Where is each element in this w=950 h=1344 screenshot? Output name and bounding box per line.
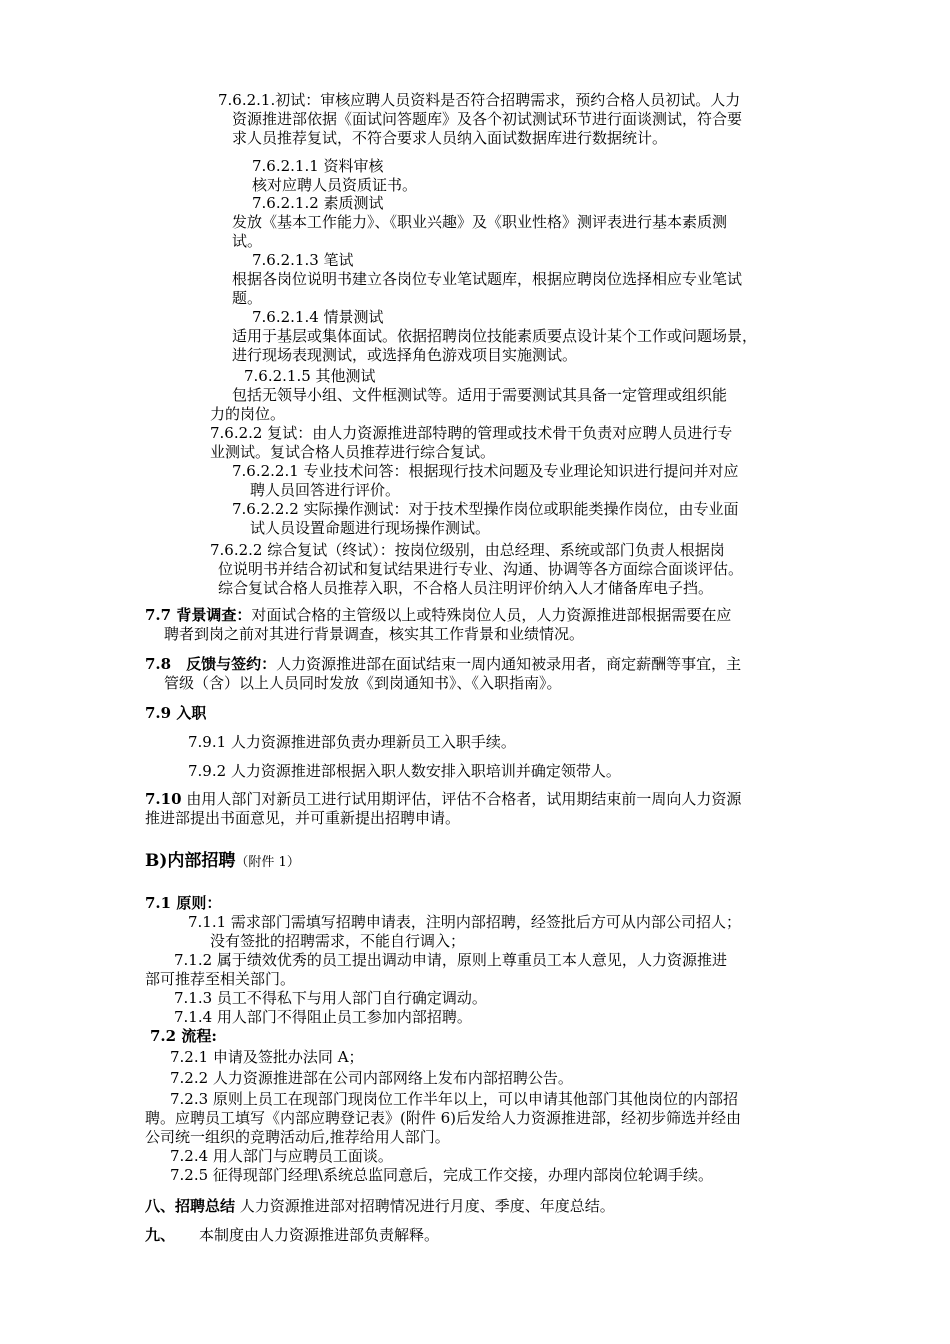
s78-line2: 管级（含）以上人员同时发放《到岗通知书》、《入职指南》。 <box>164 674 562 692</box>
s79-item1: 7.9.1 人力资源推进部负责办理新员工入职手续。 <box>188 733 516 751</box>
s72-item1: 7.2.1 申请及签批办法同 A； <box>170 1048 364 1066</box>
s9-line <box>145 1226 439 1245</box>
s76221-line2: 聘人员回答进行评价。 <box>250 481 401 499</box>
s8-text: 人力资源推进部对招聘情况进行月度、季度、年度总结。 <box>239 1197 615 1215</box>
s710-line2: 推进部提出书面意见，并可重新提出招聘申请。 <box>145 809 461 827</box>
section-b-heading <box>145 850 300 874</box>
s72-item4: 7.2.4 用人部门与应聘员工面谈。 <box>170 1147 393 1165</box>
s71-item2-line2: 部可推荐至相关部门。 <box>145 970 296 988</box>
s76214-line1: 适用于基层或集体面试。依据招聘岗位技能素质要点设计某个工作或问题场景， <box>232 327 758 345</box>
s76214-title: 7.6.2.1.4 情景测试 <box>252 308 384 326</box>
section-b-title: B)内部招聘 <box>145 851 236 871</box>
s79-heading: 7.9 入职 <box>145 704 207 722</box>
s710-heading: 7.10 <box>145 790 182 808</box>
s76212-line2: 试。 <box>232 232 263 250</box>
s76215-line2: 力的岗位。 <box>210 405 286 423</box>
s71-item2-line1: 7.1.2 属于绩效优秀的员工提出调动申请，原则上尊重员工本人意见，人力资源推进 <box>174 951 727 969</box>
s76222-line1: 7.6.2.2.2 实际操作测试：对于技术型操作岗位或职能类操作岗位，由专业面 <box>232 500 739 518</box>
s72-item3-line1: 7.2.3 原则上员工在现部门现岗位工作半年以上，可以申请其他部门其他岗位的内部招 <box>170 1090 738 1108</box>
s7622b-line1: 7.6.2.2 综合复试（终试）：按岗位级别，由总经理、系统或部门负责人根据岗 <box>210 541 725 559</box>
s7622b-line2: 位说明书并结合初试和复试结果进行专业、沟通、协调等各方面综合面谈评估。 <box>218 560 744 578</box>
s71-item4: 7.1.4 用人部门不得阻止员工参加内部招聘。 <box>174 1008 472 1026</box>
s710-text1: 由用人部门对新员工进行试用期评估，评估不合格者，试用期结束前一周向人力资源 <box>186 790 742 808</box>
s8-line <box>145 1197 615 1216</box>
s76211-title: 7.6.2.1.1 资料审核 <box>252 157 384 175</box>
s72-item5: 7.2.5 征得现部门经理\系统总监同意后，完成工作交接，办理内部岗位轮调手续。 <box>170 1166 713 1184</box>
s7621-line3: 求人员推荐复试，不符合要求人员纳入面试数据库进行数据统计。 <box>232 129 668 147</box>
s72-item3-line3: 公司统一组织的竞聘活动后,推荐给用人部门。 <box>145 1128 450 1146</box>
section-b-note: （附件 1） <box>235 855 300 870</box>
s76215-title: 7.6.2.1.5 其他测试 <box>244 367 376 385</box>
s71-item1-line1: 7.1.1 需求部门需填写招聘申请表，注明内部招聘，经签批后方可从内部公司招人； <box>188 913 741 931</box>
s79-item2: 7.9.2 人力资源推进部根据入职人数安排入职培训并确定领带人。 <box>188 762 621 780</box>
s76222-line2: 试人员设置命题进行现场操作测试。 <box>250 519 491 537</box>
s78-heading: 7.8 反馈与签约： <box>145 655 277 673</box>
s71-item1-line2: 没有签批的招聘需求，不能自行调入； <box>210 932 466 950</box>
s72-heading: 7.2 流程: <box>150 1027 217 1045</box>
s71-heading: 7.1 原则： <box>145 894 222 912</box>
s7622-line2: 业测试。复试合格人员推荐进行综合复试。 <box>210 443 496 461</box>
s78-text1: 人力资源推进部在面试结束一周内通知被录用者，商定薪酬等事宜，主 <box>276 655 742 673</box>
s77-line2: 聘者到岗之前对其进行背景调查，核实其工作背景和业绩情况。 <box>164 625 585 643</box>
s76213-line2: 题。 <box>232 289 263 307</box>
s76213-line1: 根据各岗位说明书建立各岗位专业笔试题库，根据应聘岗位选择相应专业笔试 <box>232 270 743 288</box>
s7622-line1: 7.6.2.2 复试：由人力资源推进部特聘的管理或技术骨干负责对应聘人员进行专 <box>210 424 733 442</box>
s7622b-line3: 综合复试合格人员推荐入职，不合格人员注明评价纳入人才储备库电子挡。 <box>218 579 714 597</box>
s72-item3-line2: 聘。应聘员工填写《内部应聘登记表》(附件 6)后发给人力资源推进部，经初步筛选并经由 <box>145 1109 742 1127</box>
s76214-line2: 进行现场表现测试，或选择角色游戏项目实施测试。 <box>232 346 578 364</box>
s76212-line1: 发放《基本工作能力》、《职业兴趣》及《职业性格》测评表进行基本素质测 <box>232 213 728 231</box>
s76213-title: 7.6.2.1.3 笔试 <box>252 251 354 269</box>
s9-text: 本制度由人力资源推进部负责解释。 <box>199 1226 440 1244</box>
s9-heading: 九、 <box>145 1226 176 1244</box>
s7621-line1: 7.6.2.1.初试：审核应聘人员资料是否符合招聘需求，预约合格人员初试。人力 <box>218 91 741 109</box>
s76211-line1: 核对应聘人员资质证书。 <box>252 176 418 194</box>
s72-item2: 7.2.2 人力资源推进部在公司内部网络上发布内部招聘公告。 <box>170 1069 573 1087</box>
s77-heading: 7.7 背景调查： <box>145 606 252 624</box>
s77-text1: 对面试合格的主管级以上或特殊岗位人员，人力资源推进部根据需要在应 <box>251 606 732 624</box>
s7621-line2: 资源推进部依据《面试问答题库》及各个初试测试环节进行面谈测试，符合要 <box>232 110 743 128</box>
s76215-line1: 包括无领导小组、文件框测试等。适用于需要测试其具备一定管理或组织能 <box>232 386 728 404</box>
s76221-line1: 7.6.2.2.1 专业技术问答：根据现行技术问题及专业理论知识进行提问并对应 <box>232 462 739 480</box>
s77-line1 <box>145 606 731 625</box>
s76212-title: 7.6.2.1.2 素质测试 <box>252 194 384 212</box>
s71-item3: 7.1.3 员工不得私下与用人部门自行确定调动。 <box>174 989 487 1007</box>
s8-heading: 八、招聘总结 <box>145 1197 236 1215</box>
s710-line1 <box>145 790 741 809</box>
s78-line1 <box>145 655 741 674</box>
